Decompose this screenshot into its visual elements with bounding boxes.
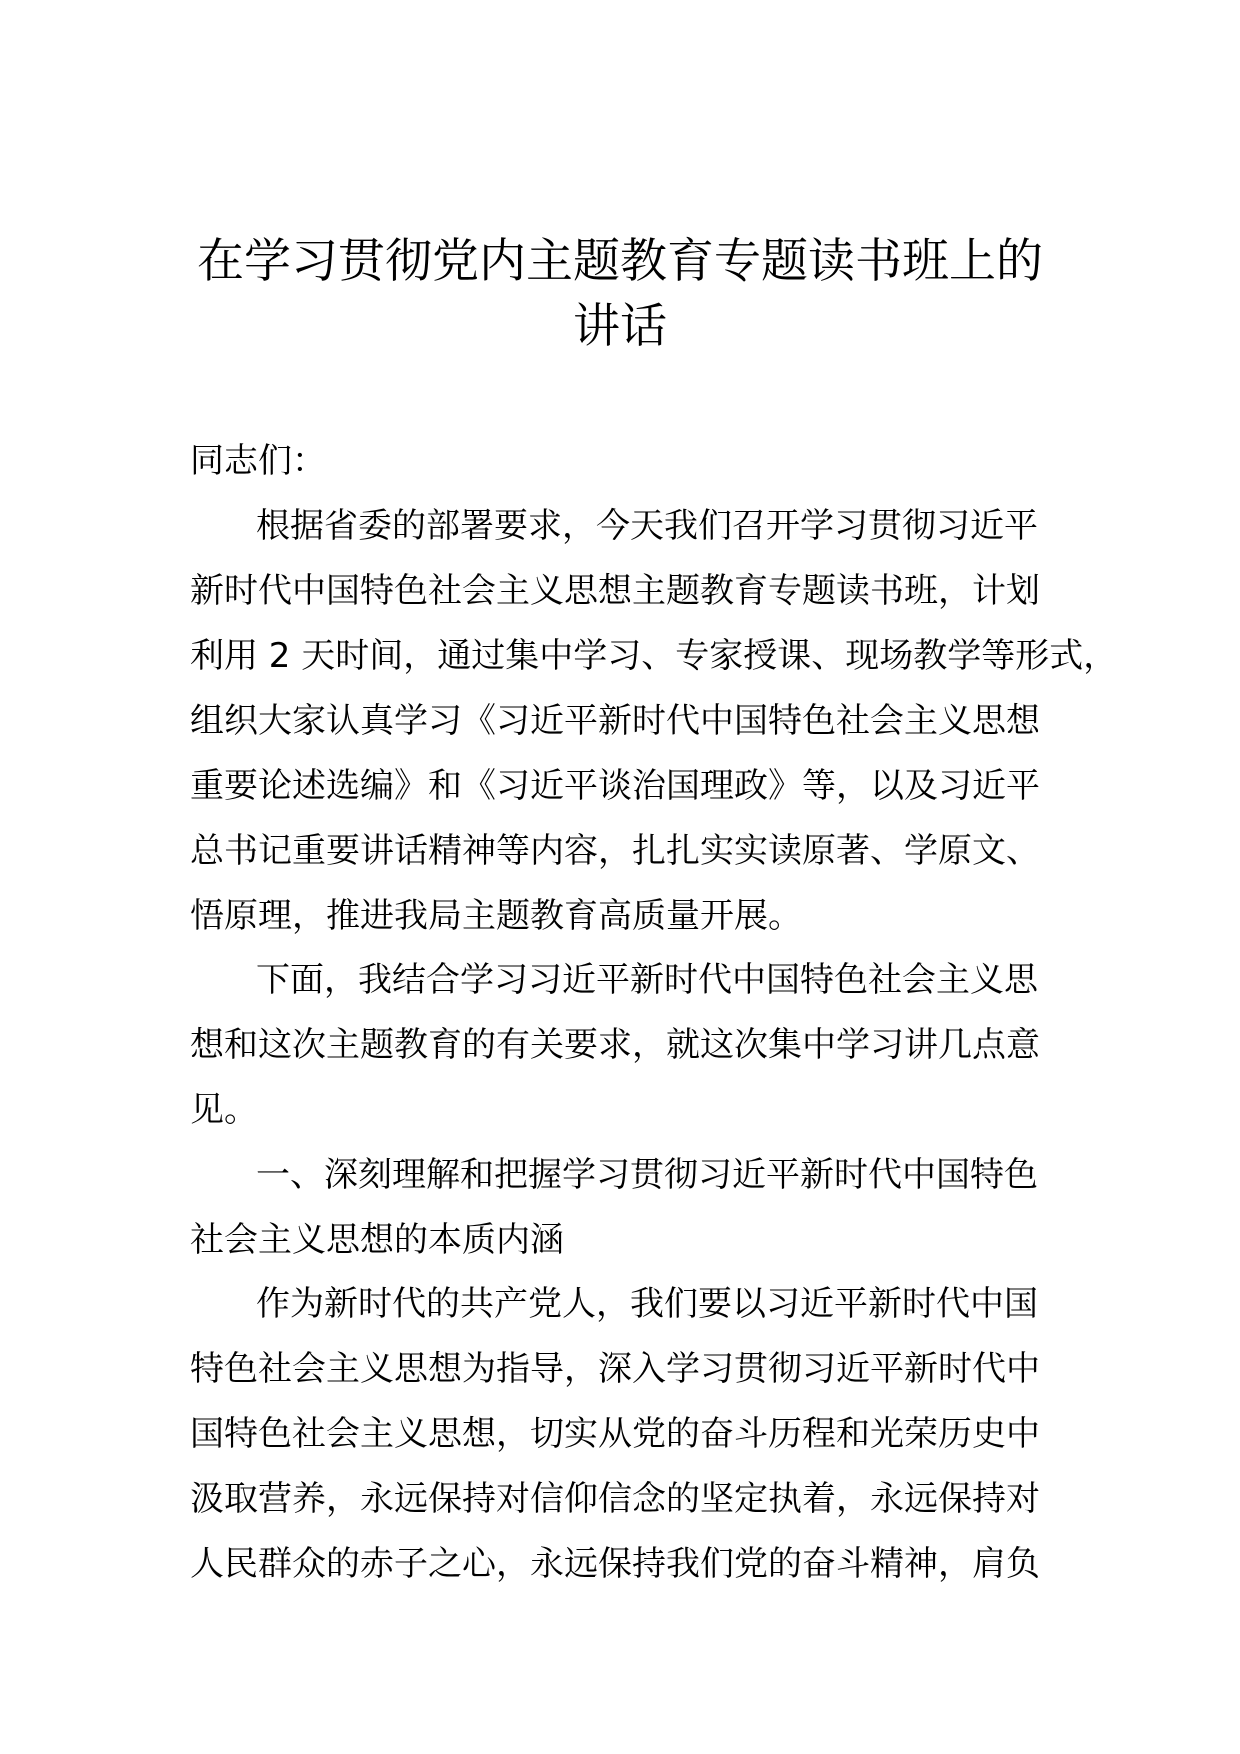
paragraph-1-line: 组织大家认真学习《习近平新时代中国特色社会主义思想	[190, 701, 1040, 741]
document-title-line-2: 讲话	[573, 299, 667, 354]
paragraph-2-line: 想和这次主题教育的有关要求，就这次集中学习讲几点意	[190, 1025, 1040, 1065]
paragraph-3-line: 汲取营养，永远保持对信仰信念的坚定执着，永远保持对	[190, 1479, 1040, 1519]
paragraph-1-line: 重要论述选编》和《习近平谈治国理政》等，以及习近平	[190, 766, 1040, 806]
paragraph-1-line: 总书记重要讲话精神等内容，扎扎实实读原著、学原文、	[190, 831, 1040, 871]
paragraph-2-line: 下面，我结合学习习近平新时代中国特色社会主义思	[256, 960, 1038, 1000]
paragraph-2-line: 见。	[190, 1090, 258, 1130]
paragraph-1-line: 新时代中国特色社会主义思想主题教育专题读书班，计划	[190, 571, 1040, 611]
paragraph-3-line: 国特色社会主义思想，切实从党的奋斗历程和光荣历史中	[190, 1414, 1040, 1454]
paragraph-1-line: 悟原理，推进我局主题教育高质量开展。	[190, 896, 802, 936]
paragraph-1-line: 利用 2 天时间，通过集中学习、专家授课、现场教学等形式，	[190, 636, 1118, 676]
paragraph-3-line: 人民群众的赤子之心，永远保持我们党的奋斗精神，肩负	[190, 1544, 1040, 1584]
paragraph-3-line: 作为新时代的共产党人，我们要以习近平新时代中国	[256, 1284, 1038, 1324]
document-title-line-1: 在学习贯彻党内主题教育专题读书班上的	[197, 234, 1043, 289]
section-heading-line: 一、深刻理解和把握学习贯彻习近平新时代中国特色	[256, 1155, 1038, 1195]
section-heading-line: 社会主义思想的本质内涵	[190, 1220, 564, 1260]
paragraph-1-line: 根据省委的部署要求，今天我们召开学习贯彻习近平	[256, 506, 1038, 546]
paragraph-3-line: 特色社会主义思想为指导，深入学习贯彻习近平新时代中	[190, 1349, 1040, 1389]
salutation: 同志们：	[190, 441, 326, 481]
